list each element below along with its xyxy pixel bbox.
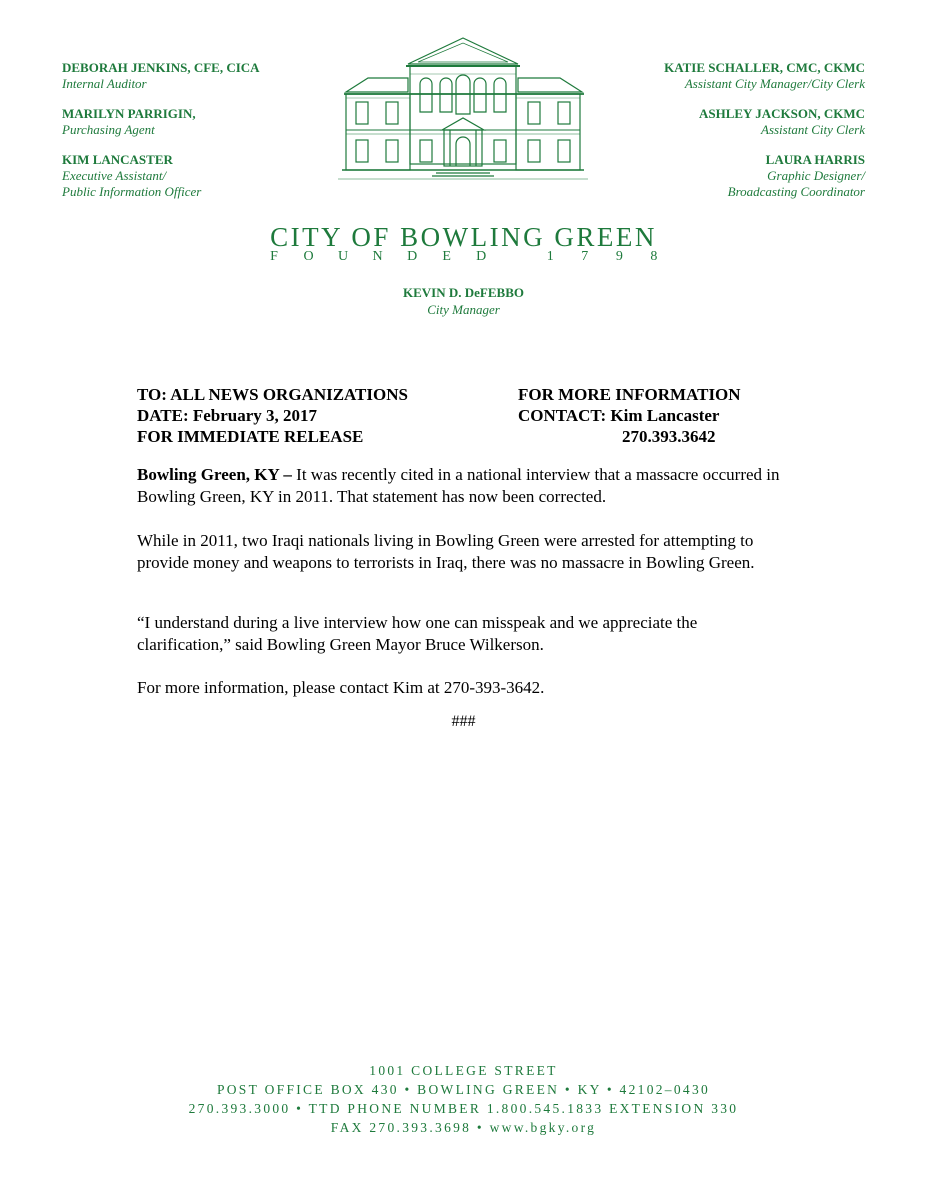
founded-line [268,249,660,265]
founded-letter: 1 [546,249,554,264]
staff-laura-harris [728,152,865,200]
staff-name: KIM LANCASTER [62,152,173,167]
founded-letter: D [476,249,487,264]
end-mark: ### [451,713,476,730]
founded-letter: 8 [650,249,658,264]
founded-letter: D [407,249,418,264]
founded-letter [510,249,522,265]
paragraph-1-text: It was recently cited in a national interview that a massacre occurred in Bowling Green, KY in 2011. That statement has now been corrected. [137,465,780,506]
staff-role: Internal Auditor [62,76,147,91]
contact-phone: 270.393.3642 [622,427,716,446]
paragraph-3: “I understand during a live interview how one can misspeak and we appreciate the clarification,” said Bowling Green Mayor Bruce Wilkerson. [137,613,698,654]
staff-name: KATIE SCHALLER, CMC, CKMC [664,60,865,75]
staff-role-line2: Broadcasting Coordinator [727,184,865,199]
release-type: FOR IMMEDIATE RELEASE [137,427,364,446]
contact-name: CONTACT: Kim Lancaster [518,406,720,425]
footer-street: 1001 COLLEGE STREET [369,1063,558,1078]
staff-marilyn-parrigin [62,106,196,138]
dateline: Bowling Green, KY – [137,465,292,484]
founded-letter: E [442,249,451,264]
staff-name: LAURA HARRIS [765,152,865,167]
staff-role: Executive Assistant/ [62,168,167,183]
staff-katie-schaller [664,60,865,92]
manager-title: City Manager [427,302,500,317]
staff-deborah-jenkins [62,60,260,92]
staff-ashley-jackson [699,106,865,138]
staff-role: Assistant City Manager/City Clerk [684,76,865,91]
city-manager [0,284,927,318]
staff-name: MARILYN PARRIGIN, [62,106,196,121]
founded-letter: F [270,249,278,264]
footer-address [0,1061,927,1137]
release-date: DATE: February 3, 2017 [137,406,318,425]
staff-role: Purchasing Agent [62,122,155,137]
paragraph-1 [137,464,787,508]
paragraph-4: For more information, please contact Kim at 270-393-3642. [137,678,545,697]
founded-letter: N [372,249,383,264]
founded-letter: O [303,249,314,264]
more-info-heading: FOR MORE INFORMATION [518,385,741,404]
founded-letter: 7 [581,249,589,264]
release-to: TO: ALL NEWS ORGANIZATIONS [137,385,408,404]
staff-role: Assistant City Clerk [761,122,865,137]
city-hall-illustration [338,34,588,184]
footer-po-box: POST OFFICE BOX 430 • BOWLING GREEN • KY • 42102–0430 [216,1082,711,1097]
footer-fax-web: FAX 270.393.3698 • www.bgky.org [330,1120,597,1135]
founded-letter: U [338,249,349,264]
paragraph-2: While in 2011, two Iraqi nationals living in Bowling Green were arrested for attempting to provide money and weapons to terrorists in Iraq, there was no massacre in Bowling Green. [137,531,755,572]
city-name: CITY OF BOWLING GREEN [270,222,657,252]
staff-role-line2: Public Information Officer [62,184,202,199]
staff-role: Graphic Designer/ [767,168,865,183]
footer-phone: 270.393.3000 • TTD PHONE NUMBER 1.800.545.1833 EXTENSION 330 [188,1101,739,1116]
staff-name: ASHLEY JACKSON, CKMC [698,106,865,121]
founded-letter: 9 [615,249,623,264]
staff-kim-lancaster [62,152,201,200]
manager-name: KEVIN D. DeFEBBO [403,285,524,300]
staff-name: DEBORAH JENKINS, CFE, CICA [62,60,260,75]
